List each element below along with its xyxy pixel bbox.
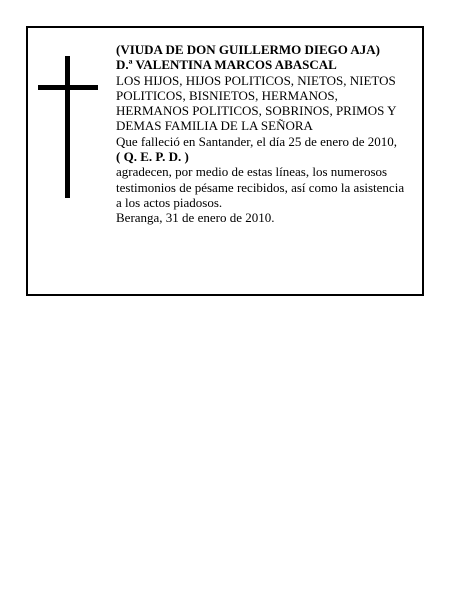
place-date-line: Beranga, 31 de enero de 2010. [116,210,275,226]
family-line: DEMAS FAMILIA DE LA SEÑORA [116,118,313,134]
cross-vertical-bar [65,56,70,198]
thanks-line: testimonios de pésame recibidos, así como la asistencia [116,179,405,195]
cross-icon [38,56,98,198]
death-line: Que falleció en Santander, el día 25 de enero de 2010, [116,133,398,149]
thanks-line: a los actos piadosos. [116,194,223,210]
family-line: LOS HIJOS, HIJOS POLITICOS, NIETOS, NIETOS [116,72,396,88]
deceased-name: D.ª VALENTINA MARCOS ABASCAL [116,57,337,73]
notice-text [116,42,418,226]
cross-horizontal-bar [38,85,98,90]
widow-line: (VIUDA DE DON GUILLERMO DIEGO AJA) [116,42,380,57]
thanks-line: agradecen, por medio de estas líneas, los numerosos [116,164,388,180]
family-line: HERMANOS POLITICOS, SOBRINOS, PRIMOS Y [116,103,397,119]
family-line: POLITICOS, BISNIETOS, HERMANOS, [116,87,338,103]
obituary-notice [26,26,424,296]
qepd-line: ( Q. E. P. D. ) [116,149,189,165]
